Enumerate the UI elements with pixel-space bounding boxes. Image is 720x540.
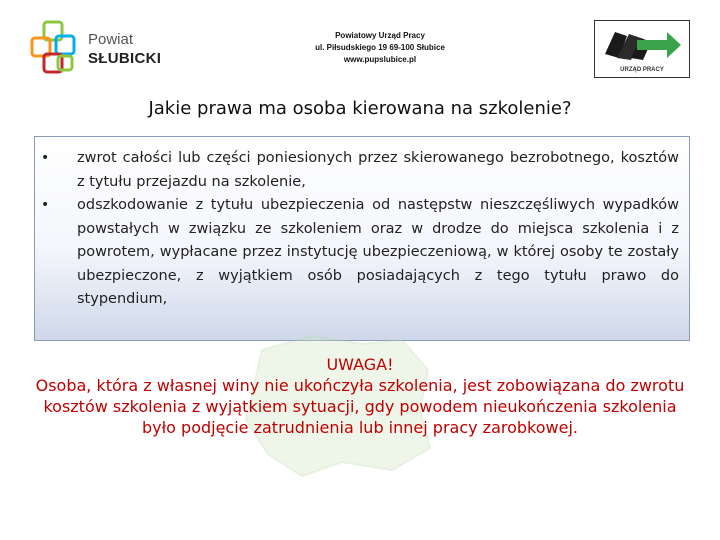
bullet-icon: • (41, 150, 50, 166)
notice-text: Osoba, która z własnej winy nie ukończyła szkolenia, jest zobowiązana do zwrotu kosztów szkolenia z wyjątkiem sytuacji, gdy powodem nieukończenia szkolenia było podjęcie zatrudnienia lub innej pracy zarobkowej. (35, 376, 685, 437)
list-item (41, 147, 689, 194)
slide-title: Jakie prawa ma osoba kierowana na szkolenie? (148, 98, 572, 119)
rights-list-box (34, 136, 690, 341)
logo-text-slubicki: SŁUBICKI (88, 50, 162, 67)
list-item-text: odszkodowanie z tytułu ubezpieczenia od następstw nieszczęśliwych wypadków powstałych w związku ze szkoleniem oraz w drodze do miejsca szkolenia i z powrotem, wypłacane przez instytucję ubezpieczeniową, w której osoby te zostały ubezpieczone, z wyjątkiem osób posiadających z tego tytułu prawo do stypendium, (77, 197, 679, 307)
warning-notice (30, 354, 690, 438)
notice-heading: UWAGA! (326, 355, 394, 374)
list-item-text: zwrot całości lub części poniesionych przez skierowanego bezrobotnego, kosztów z tytułu przejazdu na szkolenie, (77, 150, 679, 190)
urzad-pracy-logo (594, 20, 690, 78)
logo-right-label: URZĄD PRACY (620, 67, 664, 73)
rights-list (35, 147, 689, 312)
office-website: www.pupslubice.pl (343, 55, 417, 64)
bullet-icon: • (41, 197, 50, 213)
office-address: ul. Piłsudskiego 19 69-100 Słubice (315, 43, 445, 52)
logo-text-powiat: Powiat (88, 31, 134, 48)
powiat-slubicki-logo (30, 16, 172, 80)
office-logo-icon (601, 24, 683, 64)
office-info (260, 30, 500, 66)
office-name: Powiatowy Urząd Pracy (335, 31, 425, 40)
list-item (41, 194, 689, 312)
colored-squares-icon (30, 20, 78, 76)
